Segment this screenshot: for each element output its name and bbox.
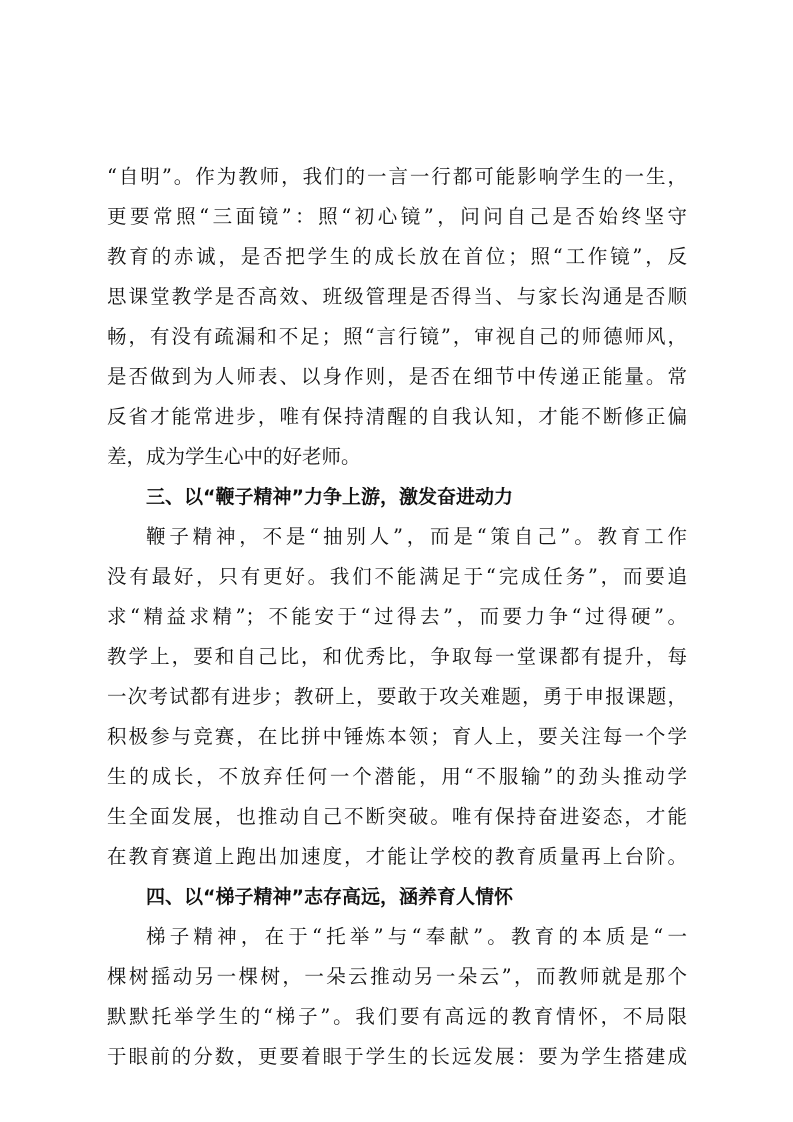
paragraph-line: “自明”。作为教师，我们的一言一行都可能影响学生的一生， [107, 165, 687, 188]
paragraph-line: 思课堂教学是否高效、班级管理是否得当、与家长沟通是否顺 [107, 285, 687, 308]
paragraph-line: 差，成为学生心中的好老师。 [107, 445, 361, 468]
paragraph-line: 生的成长，不放弃任何一个潜能，用“不服输”的劲头推动学 [107, 765, 687, 788]
paragraph-line: 积极参与竞赛，在比拼中锤炼本领；育人上，要关注每一个学 [107, 725, 687, 748]
paragraph-line: 反省才能常进步，唯有保持清醒的自我认知，才能不断修正偏 [107, 405, 687, 428]
paragraph-line: 没有最好，只有更好。我们不能满足于“完成任务”，而要追 [107, 565, 687, 588]
paragraph-line: 鞭子精神，不是“抽别人”，而是“策自己”。教育工作 [146, 525, 687, 548]
paragraph-line: 求“精益求精”；不能安于“过得去”，而要力争“过得硬”。 [107, 605, 687, 628]
paragraph-line: 棵树摇动另一棵树，一朵云推动另一朵云”，而教师就是那个 [107, 965, 687, 988]
paragraph-line: 于眼前的分数，更要着眼于学生的长远发展：要为学生搭建成 [107, 1045, 687, 1068]
paragraph-line: 在教育赛道上跑出加速度，才能让学校的教育质量再上台阶。 [107, 845, 687, 868]
paragraph-line: 教学上，要和自己比，和优秀比，争取每一堂课都有提升，每 [107, 645, 687, 668]
paragraph-line: 畅，有没有疏漏和不足；照“言行镜”，审视自己的师德师风， [107, 325, 687, 348]
paragraph-line: 生全面发展，也推动自己不断突破。唯有保持奋进姿态，才能 [107, 805, 687, 828]
paragraph-line: 梯子精神，在于“托举”与“奉献”。教育的本质是“一 [146, 925, 687, 948]
paragraph-line: 一次考试都有进步；教研上，要敢于攻关难题，勇于申报课题， [107, 685, 687, 708]
section-heading-3: 三、以“鞭子精神”力争上游，激发奋进动力 [146, 486, 513, 508]
paragraph-line: 教育的赤诚，是否把学生的成长放在首位；照“工作镜”，反 [107, 245, 687, 268]
paragraph-line: 更要常照“三面镜”：照“初心镜”，问问自己是否始终坚守 [107, 205, 687, 228]
paragraph-line: 是否做到为人师表、以身作则，是否在细节中传递正能量。常 [107, 365, 687, 388]
paragraph-line: 默默托举学生的“梯子”。我们要有高远的教育情怀，不局限 [107, 1005, 687, 1028]
section-heading-4: 四、以“梯子精神”志存高远，涵养育人情怀 [146, 886, 513, 908]
